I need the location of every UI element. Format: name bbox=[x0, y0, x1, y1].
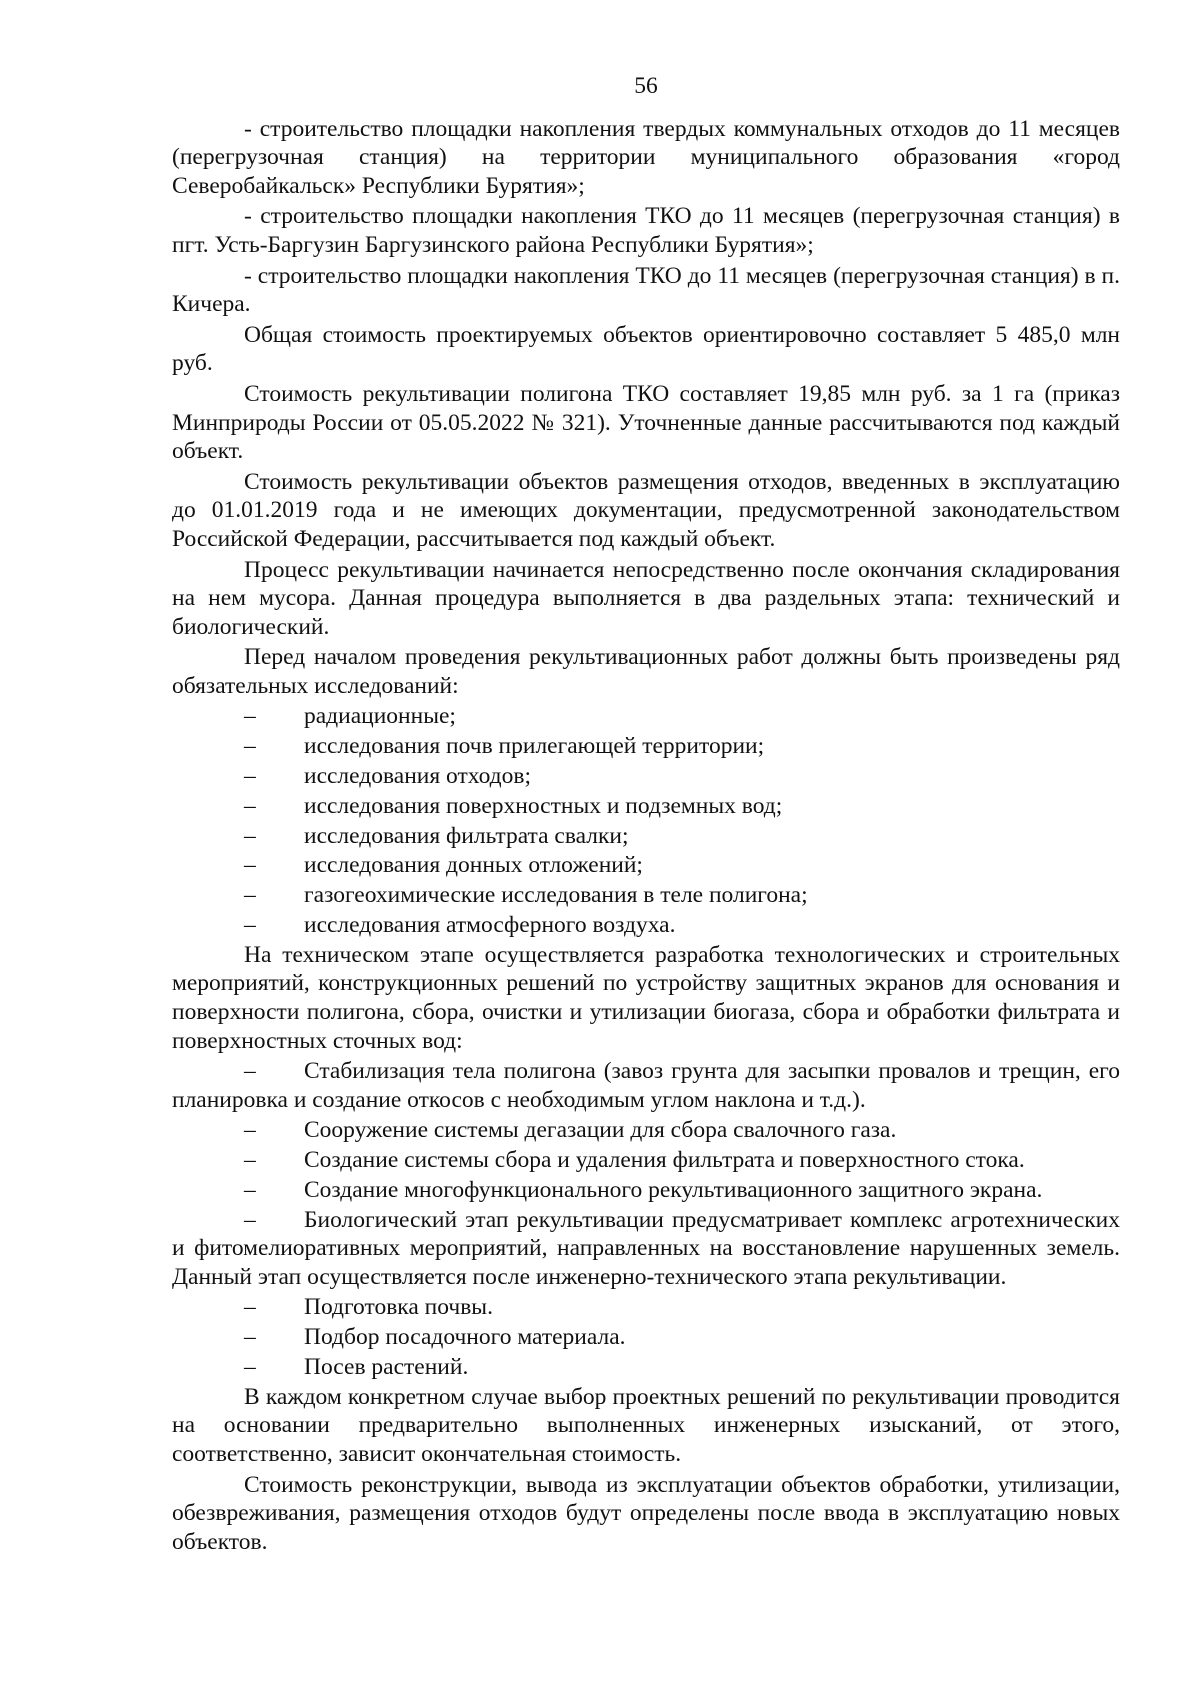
dash-bullet: – bbox=[244, 1058, 256, 1085]
biological-list bbox=[172, 1293, 1120, 1381]
paragraph-ust-barguzin: - строительство площадки накопления ТКО до 11 месяцев (перегрузочная станция) в пгт. Усть-Баргузин Баргузинского района Республики Бурятия»; bbox=[172, 203, 1120, 258]
technical-list bbox=[172, 1116, 1120, 1204]
list-item: – Создание многофункционального рекультивационного защитного экрана. bbox=[244, 1176, 1043, 1203]
dash-bullet: – bbox=[244, 763, 256, 790]
paragraph-kichera: - строительство площадки накопления ТКО до 11 месяцев (перегрузочная станция) в п. Кичера. bbox=[172, 262, 1120, 318]
list-item: – исследования почв прилегающей территории; bbox=[244, 733, 765, 760]
list-item: – радиационные; bbox=[244, 703, 456, 730]
dash-bullet: – bbox=[244, 852, 256, 879]
dash-bullet: – bbox=[244, 1294, 256, 1321]
dash-bullet: – bbox=[244, 1324, 256, 1351]
list-item: – Создание системы сбора и удаления фильтрата и поверхностного стока. bbox=[244, 1147, 1025, 1174]
dash-bullet: – bbox=[244, 792, 256, 819]
paragraph-total-cost: Общая стоимость проектируемых объектов ориентировочно составляет 5 485,0 млн руб. bbox=[172, 321, 1120, 377]
list-item: – газогеохимические исследования в теле полигона; bbox=[244, 882, 808, 909]
dash-bullet: – bbox=[244, 822, 256, 849]
list-item: – исследования фильтрата свалки; bbox=[244, 822, 629, 849]
list-item: – исследования донных отложений; bbox=[244, 852, 643, 879]
dash-bullet: – bbox=[244, 1176, 256, 1203]
dash-bullet: – bbox=[244, 911, 256, 938]
paragraph-reconstruction-cost: Стоимость реконструкции, вывода из эксплуатации объектов обработки, утилизации, обезвреживания, размещения отходов будут определены после ввода в эксплуатацию новых объектов. bbox=[172, 1471, 1120, 1555]
dash-bullet: – bbox=[244, 1117, 256, 1144]
paragraph-biological-stage: – Биологический этап рекультивации предусматривает комплекс агротехнических и фитомелиоративных мероприятий, направленных на восстановление нарушенных земель. Данный этап осуществляется после инженерно-технического этапа рекультивации. bbox=[172, 1206, 1120, 1290]
dash-bullet: – bbox=[244, 1353, 256, 1380]
dash-bullet: – bbox=[244, 882, 256, 909]
paragraph-design-solutions: В каждом конкретном случае выбор проектных решений по рекультивации проводится на основании предварительно выполненных инженерных изысканий, от этого, соответственно, зависит окончательная стоимость. bbox=[172, 1383, 1120, 1467]
research-list bbox=[172, 702, 1120, 939]
paragraph-objects-cost: Стоимость рекультивации объектов размещения отходов, введенных в эксплуатацию до 01.01.2019 года и не имеющих документации, предусмотренной законодательством Российской Федерации, рассчитывается под каждый объект. bbox=[172, 468, 1120, 552]
list-item: – Сооружение системы дегазации для сбора свалочного газа. bbox=[244, 1117, 897, 1144]
page-number: 56 bbox=[634, 73, 658, 99]
paragraph-north-baikalsk: - строительство площадки накопления твердых коммунальных отходов до 11 месяцев (перегрузочная станция) на территории муниципального образования «город Северобайкальск» Республики Бурятия»; bbox=[172, 115, 1120, 199]
paragraph-process: Процесс рекультивации начинается непосредственно после окончания складирования на нем мусора. Данная процедура выполняется в два раздельных этапа: технический и биологический. bbox=[172, 556, 1120, 640]
list-item: – исследования поверхностных и подземных вод; bbox=[244, 792, 783, 819]
dash-bullet: – bbox=[244, 1206, 256, 1233]
list-item: – Подготовка почвы. bbox=[244, 1294, 493, 1321]
paragraph-recultivation-cost: Стоимость рекультивации полигона ТКО составляет 19,85 млн руб. за 1 га (приказ Минприроды России от 05.05.2022 № 321). Уточненные данные рассчитываются под каждый объект. bbox=[172, 380, 1120, 465]
paragraph-stabilization: – Стабилизация тела полигона (завоз грунта для засыпки провалов и трещин, его планировка и создание откосов с необходимым углом наклона и т.д.). bbox=[172, 1058, 1120, 1113]
dash-bullet: – bbox=[244, 703, 256, 730]
list-item: – исследования отходов; bbox=[244, 763, 532, 790]
paragraph-technical-stage: На техническом этапе осуществляется разработка технологических и строительных мероприятий, конструкционных решений по устройству защитных экранов для основания и поверхности полигона, сбора, очистки и утилизации биогаза, сбора и обработки фильтрата и поверхностных сточных вод: bbox=[172, 941, 1120, 1054]
list-item: – Подбор посадочного материала. bbox=[244, 1324, 626, 1351]
dash-bullet: – bbox=[244, 733, 256, 760]
dash-bullet: – bbox=[244, 1147, 256, 1174]
list-item: – Посев растений. bbox=[244, 1353, 469, 1380]
list-item: – исследования атмосферного воздуха. bbox=[244, 911, 676, 938]
paragraph-research-intro: Перед началом проведения рекультивационных работ должны быть произведены ряд обязательных исследований: bbox=[172, 644, 1120, 699]
